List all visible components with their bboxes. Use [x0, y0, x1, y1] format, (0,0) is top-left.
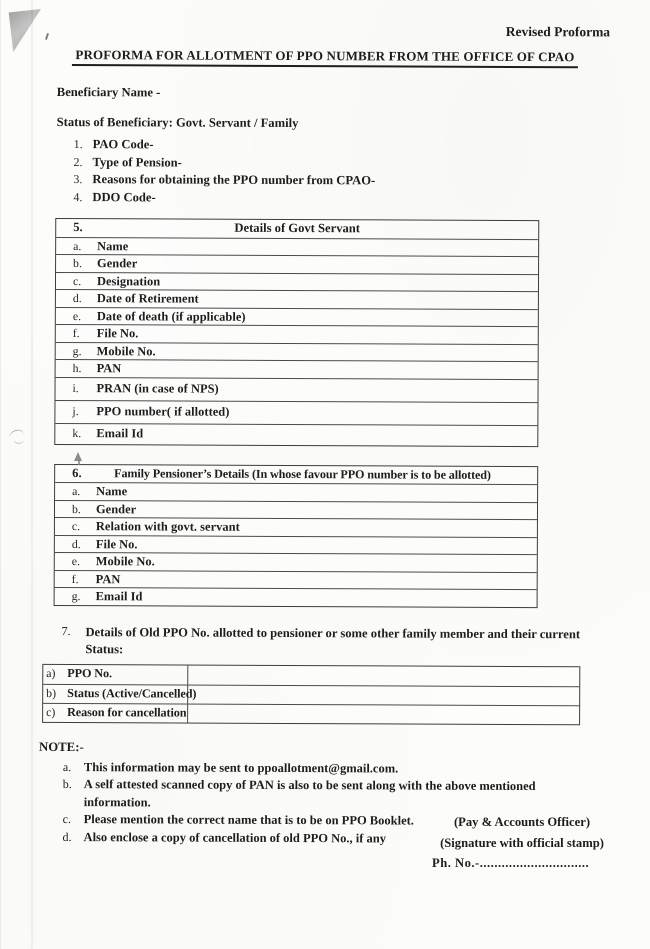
family-pensioner-details-table [54, 463, 539, 607]
list-number: 1. [73, 137, 83, 152]
section-text-line1: Details of Old PPO No. allotted to pensioner or some other family member and their current [85, 624, 581, 641]
row-key: a) [46, 665, 56, 680]
row-label: Relation with govt. servant [95, 519, 240, 534]
table-title: Details of Govt Servant [234, 220, 361, 236]
row-key: f. [72, 326, 80, 341]
row-key: h. [72, 361, 82, 376]
row-key: e. [72, 308, 82, 323]
row-key: g. [72, 343, 82, 358]
row-label: Date of Retirement [96, 291, 199, 306]
row-label: Status (Active/Cancelled) [67, 685, 197, 701]
row-key: i. [72, 380, 79, 395]
row-key: g. [71, 589, 81, 604]
note-text: A self attested scanned copy of PAN is also to be sent along with the above mentioned information. [83, 777, 536, 810]
table-row-name [55, 482, 537, 502]
table-row-date-of-retirement [56, 289, 538, 309]
table-row-date-of-death [56, 306, 538, 326]
row-key: k. [72, 425, 82, 440]
row-label: Date of death (if applicable) [96, 308, 246, 324]
list-number: 4. [73, 189, 83, 204]
phone-number-line: Ph. No.-.............................. [432, 856, 590, 870]
row-label: Gender [97, 256, 138, 271]
table-row-file-no [56, 324, 538, 344]
row-label: PPO number( if allotted) [96, 403, 230, 419]
section-number: 7. [61, 623, 71, 638]
table-row-ppo-number [55, 399, 537, 424]
table-row-email-id [55, 422, 537, 445]
row-label: PAN [95, 571, 121, 586]
table-number: 6. [72, 465, 82, 480]
row-label: Email Id [95, 589, 143, 604]
list-item-reasons [73, 171, 649, 191]
note-item-a [63, 759, 583, 779]
table-row-mobile-no [56, 341, 538, 361]
row-label: File No. [96, 326, 139, 341]
govt-servant-details-table [54, 218, 539, 447]
note-text: Please mention the correct name that is to be on PPO Booklet. [83, 812, 414, 828]
list-label: Reasons for obtaining the PPO number from CPAO- [92, 172, 376, 188]
table-number: 5. [73, 220, 83, 235]
table-title: Family Pensioner’s Details (In whose favour PPO number is to be allotted) [114, 465, 491, 482]
row-key: j. [72, 403, 79, 418]
form-title: PROFORMA FOR ALLOTMENT OF PPO NUMBER FROM THE OFFICE OF CPAO [72, 47, 577, 68]
table-row-pan [56, 359, 538, 379]
note-text: Also enclose a copy of cancellation of old PPO No., if any [83, 829, 387, 846]
note-key: c. [62, 812, 72, 827]
note-text: This information may be sent to ppoallotment@gmail.com. [83, 759, 399, 775]
row-key: c. [71, 519, 81, 534]
beneficiary-status-line: Status of Beneficiary: Govt. Servant / Family [56, 114, 299, 131]
row-key: f. [71, 571, 79, 586]
old-ppo-section-heading [61, 624, 606, 661]
table-row-ppo-no [43, 664, 579, 685]
row-key: a. [72, 484, 81, 499]
table-row-gender [55, 499, 537, 519]
table-header-row [56, 219, 538, 239]
table-row-pran [55, 376, 537, 401]
table-row-status [43, 683, 579, 704]
row-label: PAN [96, 361, 122, 376]
table-row-file-no [55, 534, 537, 554]
row-label: Email Id [96, 425, 144, 440]
value-cell [188, 685, 579, 705]
list-label: DDO Code- [92, 189, 156, 204]
row-label: Gender [95, 501, 137, 516]
row-label: PPO No. [67, 665, 112, 680]
row-label-cell [43, 684, 197, 703]
list-item-ddo-code [73, 189, 649, 209]
beneficiary-name-line: Beneficiary Name - [56, 84, 161, 100]
table-row-name [56, 236, 538, 256]
note-heading: NOTE:- [38, 739, 84, 754]
note-key: b. [62, 777, 72, 792]
list-number: 2. [73, 154, 83, 169]
row-label: Designation [96, 273, 161, 288]
note-key: a. [62, 759, 72, 774]
table-row-pan [55, 569, 537, 589]
row-key: a. [73, 238, 82, 253]
list-number: 3. [73, 172, 83, 187]
row-key: e. [71, 554, 80, 569]
row-label-cell [43, 703, 188, 722]
table-header-row [55, 464, 537, 484]
revised-proforma-label: Revised Proforma [505, 23, 611, 40]
signature-line-stamp: (Signature with official stamp) [440, 835, 604, 850]
row-key: c) [46, 704, 56, 719]
row-label: Mobile No. [96, 343, 156, 358]
row-label: PRAN (in case of NPS) [96, 380, 219, 396]
row-label-cell [43, 664, 188, 684]
row-label: Name [97, 238, 129, 253]
note-key: d. [62, 829, 72, 844]
signature-block [428, 812, 616, 874]
list-label: Type of Pension- [92, 154, 182, 170]
row-label: Name [96, 484, 128, 499]
row-key: c. [72, 273, 82, 288]
row-key: b) [46, 685, 57, 700]
row-key: b. [73, 256, 82, 271]
table-row-reason [43, 702, 579, 723]
note-item-b [63, 776, 583, 813]
section-text-line2: Status: [85, 642, 124, 657]
signature-line-officer: (Pay & Accounts Officer) [453, 815, 591, 829]
intro-list [73, 136, 649, 209]
value-cell [188, 665, 579, 686]
row-label: Mobile No. [95, 554, 155, 569]
row-label: Reason for cancellation [67, 704, 187, 720]
table-row-designation [56, 271, 538, 291]
row-key: b. [71, 501, 81, 516]
table-row-relation [55, 517, 537, 537]
value-cell [188, 704, 579, 724]
old-ppo-table [42, 663, 580, 724]
table-row-gender [56, 254, 538, 274]
row-key: d. [71, 536, 81, 551]
row-label: File No. [95, 536, 138, 551]
section-text [85, 624, 580, 661]
table-row-email-id [55, 587, 537, 607]
scan-caret-mark-stem [78, 460, 80, 465]
table-row-mobile-no [55, 552, 537, 572]
row-key: d. [72, 291, 82, 306]
list-label: PAO Code- [92, 137, 154, 152]
